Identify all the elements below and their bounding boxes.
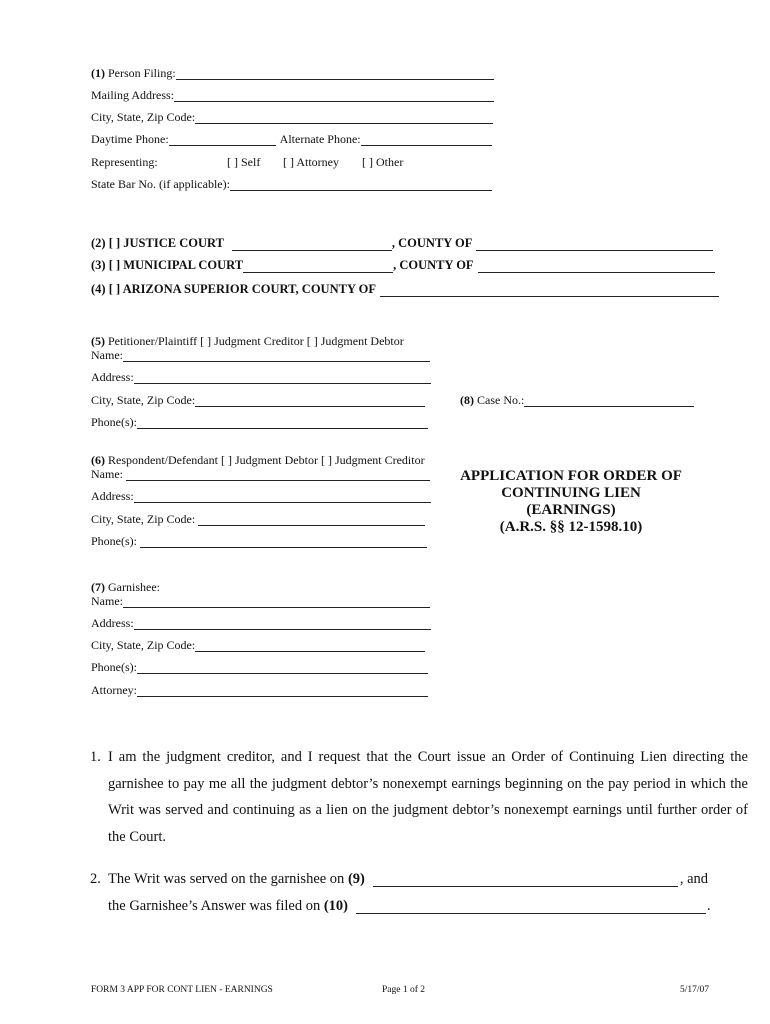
petitioner-name-row	[91, 348, 430, 362]
garnishee-phone-field[interactable]	[137, 661, 428, 674]
municipal-county-field[interactable]	[478, 260, 715, 273]
filer-city-row	[91, 110, 493, 124]
answer-filed-ref: (10)	[323, 898, 349, 914]
petitioner-city-label: City, State, Zip Code:	[91, 393, 196, 407]
respondent-phone-row	[91, 534, 427, 548]
garnishee-attorney-field[interactable]	[137, 684, 428, 697]
petitioner-address-field[interactable]	[134, 371, 431, 384]
state-bar-field[interactable]	[230, 178, 492, 191]
garnishee-name-row	[91, 594, 430, 608]
representing-label: Representing:	[91, 155, 158, 169]
person-filing-field[interactable]	[176, 67, 494, 80]
garnishee-heading	[91, 580, 160, 594]
filer-city-field[interactable]	[195, 111, 493, 124]
daytime-phone-row	[91, 132, 492, 146]
superior-county-field[interactable]	[380, 284, 719, 297]
petitioner-address-label: Address:	[91, 370, 134, 384]
petitioner-heading	[91, 334, 404, 348]
representing-self-checkbox[interactable]: [ ] Self	[227, 155, 261, 169]
justice-court-checkbox[interactable]: [ ] JUSTICE COURT	[108, 236, 224, 250]
filer-city-label: City, State, Zip Code:	[91, 110, 196, 124]
writ-served-ref: (9)	[347, 871, 365, 887]
respondent-address-field[interactable]	[134, 490, 431, 503]
garnishee-phone-label: Phone(s):	[91, 660, 137, 674]
garnishee-city-label: City, State, Zip Code:	[91, 638, 196, 652]
petitioner-phone-field[interactable]	[137, 416, 428, 429]
garnishee-city-field[interactable]	[195, 639, 425, 652]
garnishee-address-field[interactable]	[134, 617, 431, 630]
respondent-address-label: Address:	[91, 489, 134, 503]
petitioner-address-row	[91, 370, 431, 384]
petitioner-name-field[interactable]	[123, 349, 430, 362]
title-line-4: (A.R.S. §§ 12-1598.10)	[499, 519, 643, 535]
respondent-name-field[interactable]	[126, 468, 430, 481]
answer-filed-date-field[interactable]	[356, 897, 706, 914]
writ-served-tail: , and	[679, 871, 709, 887]
superior-court-checkbox[interactable]: [ ] ARIZONA SUPERIOR COURT, COUNTY OF	[108, 282, 376, 296]
writ-served-date-field[interactable]	[373, 870, 678, 887]
garnishee-city-row	[91, 638, 425, 652]
petitioner-heading-text: Petitioner/Plaintiff [ ] Judgment Creditor [ ] Judgment Debtor	[108, 334, 404, 348]
answer-filed-tail: .	[707, 898, 711, 914]
superior-court-row	[91, 282, 719, 297]
garnishee-name-field[interactable]	[123, 595, 430, 608]
daytime-phone-label: Daytime Phone:	[91, 132, 169, 146]
daytime-phone-field[interactable]	[169, 133, 276, 146]
garnishee-name-label: Name:	[91, 594, 123, 608]
garnishee-number: (7)	[91, 580, 105, 594]
person-filing-number: (1)	[91, 66, 105, 80]
state-bar-label: State Bar No. (if applicable):	[91, 177, 230, 191]
mailing-address-field[interactable]	[174, 89, 494, 102]
respondent-city-row	[91, 512, 425, 526]
alternate-phone-label: Alternate Phone:	[279, 132, 361, 146]
petitioner-city-field[interactable]	[195, 394, 425, 407]
title-line-1: APPLICATION FOR ORDER OF	[460, 468, 682, 484]
justice-county-field[interactable]	[476, 238, 713, 251]
state-bar-row	[91, 177, 492, 191]
representing-other-checkbox[interactable]: [ ] Other	[362, 155, 404, 169]
title-line-2: CONTINUING LIEN	[501, 485, 641, 501]
paragraph-1-number: 1.	[90, 749, 101, 765]
case-number-number: (8)	[460, 393, 474, 407]
footer-date: 5/17/07	[680, 985, 710, 995]
person-filing-row	[91, 66, 494, 80]
garnishee-address-row	[91, 616, 431, 630]
justice-court-field[interactable]	[232, 238, 392, 251]
respondent-name-label: Name:	[91, 467, 123, 481]
respondent-city-field[interactable]	[198, 513, 425, 526]
footer-page-number: Page 1 of 2	[382, 985, 426, 995]
petitioner-number: (5)	[91, 334, 105, 348]
municipal-court-number: (3)	[91, 258, 106, 272]
paragraph-2-line-2	[108, 893, 711, 920]
document-title	[446, 468, 696, 536]
paragraph-1: I am the judgment creditor, and I request that the Court issue an Order of Continuing Lien directing the garnishee to pay me all the judgment debtor’s nonexempt earnings beginning on the pay period in which the Writ was served and continuing as a lien on the judgment debtor’s nonexempt earnings until further order of the Court.	[108, 749, 748, 845]
case-number-field[interactable]	[524, 394, 694, 407]
respondent-city-label: City, State, Zip Code:	[91, 512, 196, 526]
alternate-phone-field[interactable]	[361, 133, 492, 146]
respondent-number: (6)	[91, 453, 105, 467]
representing-attorney-checkbox[interactable]: [ ] Attorney	[283, 155, 339, 169]
justice-court-row	[91, 236, 713, 251]
municipal-court-checkbox[interactable]: [ ] MUNICIPAL COURT	[108, 258, 244, 272]
footer-form-id: FORM 3 APP FOR CONT LIEN - EARNINGS	[91, 985, 273, 995]
municipal-court-field[interactable]	[243, 260, 393, 273]
petitioner-name-label: Name:	[91, 348, 123, 362]
respondent-phone-label: Phone(s):	[91, 534, 137, 548]
petitioner-phone-row	[91, 415, 428, 429]
justice-court-number: (2)	[91, 236, 106, 250]
answer-filed-text: the Garnishee’s Answer was filed on	[108, 898, 321, 914]
title-line-3: (EARNINGS)	[526, 502, 616, 518]
case-number-row	[460, 393, 694, 407]
garnishee-phone-row	[91, 660, 428, 674]
mailing-address-label: Mailing Address:	[91, 88, 174, 102]
paragraph-2-line-1	[108, 866, 708, 893]
respondent-address-row	[91, 489, 431, 503]
case-number-label: Case No.:	[477, 393, 525, 407]
garnishee-heading-text: Garnishee:	[108, 580, 160, 594]
paragraph-2-number: 2.	[90, 871, 101, 887]
garnishee-attorney-row	[91, 683, 428, 697]
respondent-heading-text: Respondent/Defendant [ ] Judgment Debtor [ ] Judgment Creditor	[108, 453, 425, 467]
respondent-heading	[91, 453, 425, 467]
respondent-name-row	[91, 467, 430, 481]
mailing-address-row	[91, 88, 494, 102]
superior-court-number: (4)	[91, 282, 106, 296]
petitioner-phone-label: Phone(s):	[91, 415, 137, 429]
respondent-phone-field[interactable]	[140, 535, 427, 548]
writ-served-text: The Writ was served on the garnishee on	[108, 871, 345, 887]
garnishee-address-label: Address:	[91, 616, 134, 630]
garnishee-attorney-label: Attorney:	[91, 683, 137, 697]
municipal-court-row	[91, 258, 715, 273]
petitioner-city-row	[91, 393, 425, 407]
person-filing-label: Person Filing:	[108, 66, 176, 80]
municipal-county-label: , COUNTY OF	[393, 258, 474, 272]
justice-county-label: , COUNTY OF	[391, 236, 473, 250]
